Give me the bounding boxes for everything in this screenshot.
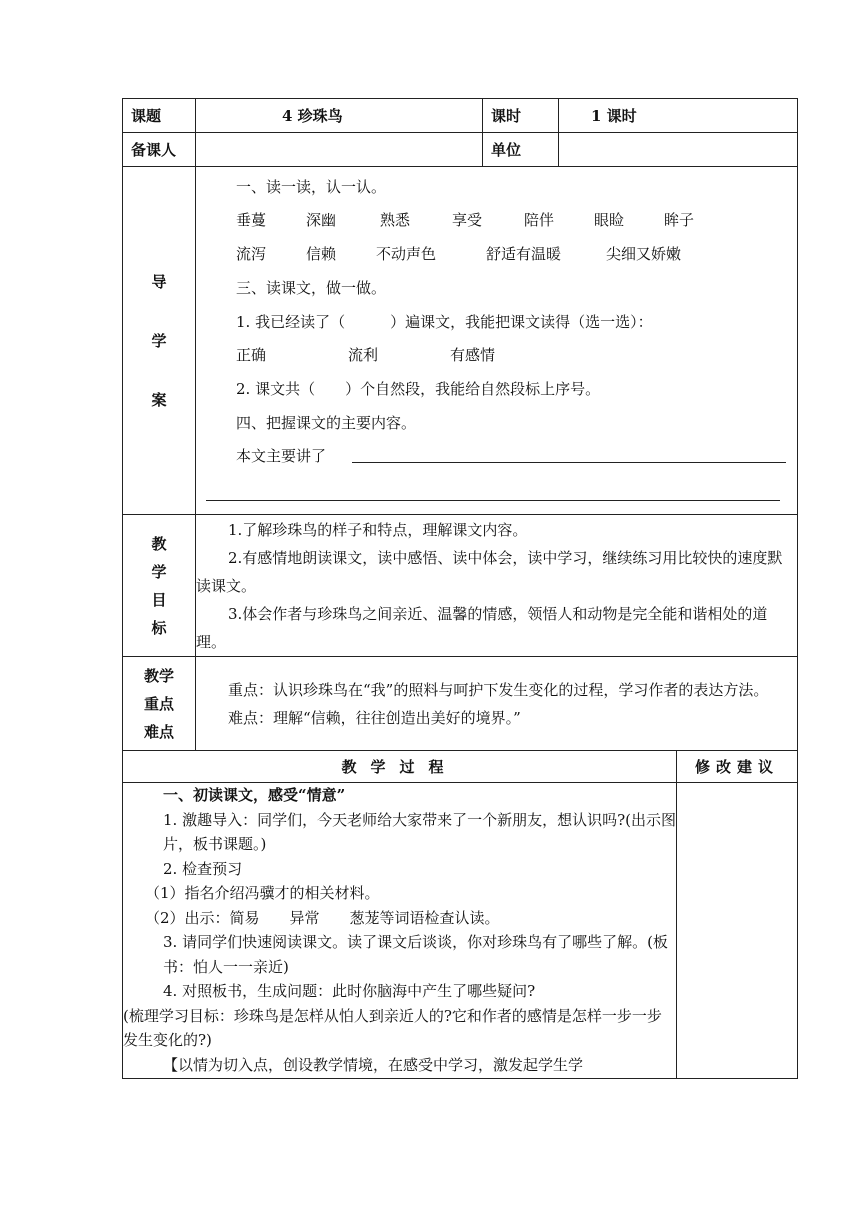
word-item: 眸子	[664, 211, 695, 229]
hours-label: 课时	[483, 99, 559, 133]
option-correct: 正确	[236, 346, 267, 364]
goal-item: 1.了解珍珠鸟的样子和特点，理解课文内容。	[228, 520, 528, 539]
topic-row	[123, 99, 798, 133]
process-substep: （2）出示：简易 异常 葱茏等词语检查认读。	[145, 908, 500, 927]
option-emotion: 有感情	[450, 346, 496, 364]
guide-row	[123, 167, 798, 515]
suggestion-content[interactable]	[677, 783, 798, 1079]
topic-label: 课题	[123, 99, 196, 133]
word-item: 垂蔓	[236, 211, 267, 229]
lesson-plan-table	[122, 98, 798, 1079]
unit-label: 单位	[483, 133, 559, 167]
goal-item: 2.有感情地朗读课文，读中感悟、读中体会，读中学习，继续练习用比较快的速度默读课文。	[196, 548, 783, 595]
guide-label-char: 导	[151, 273, 167, 291]
keypoints-label-line: 难点	[143, 722, 174, 741]
guide-content	[196, 167, 798, 515]
word-item: 眼睑	[594, 211, 625, 229]
guide-line-main: 四、把握课文的主要内容。	[236, 414, 417, 432]
preparer-row	[123, 133, 798, 167]
goals-label-char: 标	[151, 618, 167, 637]
goals-label	[123, 515, 196, 657]
goals-label-char: 目	[151, 590, 167, 609]
key-point: 重点：认识珍珠鸟在“我”的照料与呵护下发生变化的过程，学习作者的表达方法。	[228, 680, 769, 699]
goals-row	[123, 515, 798, 657]
process-section-title: 一、初读课文，感受“情意”	[163, 786, 346, 804]
guide-label-char: 案	[151, 391, 167, 409]
read-options	[236, 344, 495, 365]
process-step-note: (梳理学习目标：珍珠鸟是怎样从怕人到亲近人的?它和作者的感情是怎样一步一步发生变化的?)	[123, 1006, 662, 1049]
word-item: 不动声色	[376, 245, 437, 263]
process-heading: 教学过程	[123, 751, 677, 783]
word-item: 舒适有温暖	[486, 245, 562, 263]
goals-label-char: 教	[151, 534, 167, 553]
process-substep: （1）指名介绍冯骥才的相关材料。	[145, 884, 380, 902]
word-row-1	[236, 209, 694, 230]
process-row	[123, 783, 798, 1079]
keypoints-content	[196, 657, 798, 751]
suggestion-heading: 修改建议	[677, 751, 798, 783]
goals-label-char: 学	[151, 562, 167, 581]
goal-item: 3.体会作者与珍珠鸟之间亲近、温馨的情感，领悟人和动物是完全能和谐相处的道理。	[196, 604, 768, 651]
word-item: 陪伴	[524, 211, 555, 229]
hours-value: 1 课时	[559, 99, 798, 133]
keypoints-label	[123, 657, 196, 751]
process-step: 1. 激趣导入：同学们，今天老师给大家带来了一个新朋友，想认识吗?(出示图片，板书课题。)	[163, 810, 676, 853]
goals-content	[196, 515, 798, 657]
guide-line-times: 1. 我已经读了（ ）遍课文，我能把课文读得（选一选）：	[236, 313, 653, 331]
keypoints-label-line: 教学	[143, 666, 174, 685]
process-step: 3. 请同学们快速阅读课文。读了课文后谈谈，你对珍珠鸟有了哪些了解。(板书：怕人一一亲近)	[163, 933, 668, 976]
topic-value: 4 珍珠鸟	[196, 99, 483, 133]
word-item: 享受	[452, 211, 483, 229]
word-item: 信赖	[306, 245, 337, 263]
option-fluent: 流利	[348, 346, 379, 364]
guide-label-char: 学	[151, 332, 167, 350]
guide-label	[123, 167, 196, 515]
process-annotation: 【以情为切入点，创设教学情境，在感受中学习，激发起学生学	[163, 1055, 584, 1074]
guide-line-summary: 本文主要讲了	[236, 447, 327, 465]
word-item: 流泻	[236, 245, 267, 263]
difficult-point: 难点：理解“信赖，往往创造出美好的境界。”	[228, 708, 521, 727]
answer-line-1[interactable]	[352, 462, 786, 463]
preparer-value[interactable]	[196, 133, 483, 167]
preparer-label: 备课人	[123, 133, 196, 167]
guide-line-read: 一、读一读，认一认。	[236, 178, 387, 196]
word-item: 熟悉	[380, 211, 411, 229]
unit-value[interactable]	[559, 133, 798, 167]
keypoints-label-line: 重点	[143, 694, 174, 713]
guide-line-paragraphs: 2. 课文共（ ）个自然段，我能给自然段标上序号。	[236, 380, 601, 398]
process-header-row	[123, 751, 798, 783]
process-content	[123, 783, 677, 1079]
keypoints-row	[123, 657, 798, 751]
word-row-2	[236, 243, 681, 264]
guide-line-task: 三、读课文，做一做。	[236, 279, 387, 297]
word-item: 尖细又娇嫩	[606, 245, 682, 263]
answer-line-2[interactable]	[206, 500, 780, 501]
word-item: 深幽	[306, 211, 337, 229]
process-step: 4. 对照板书，生成问题：此时你脑海中产生了哪些疑问?	[163, 982, 536, 1000]
process-step: 2. 检查预习	[163, 859, 243, 878]
